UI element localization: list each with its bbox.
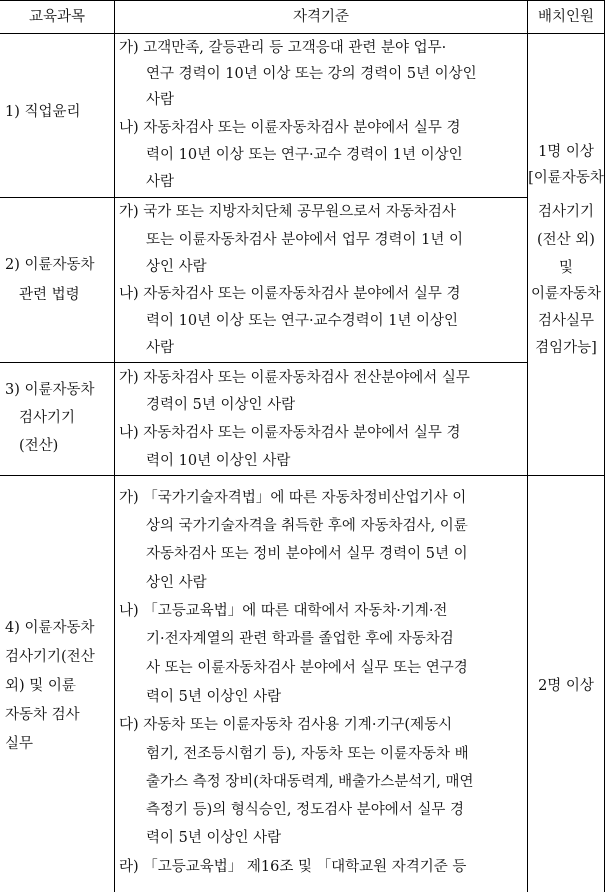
criteria-4-line-3: 자동차검사 또는 정비 분야에서 실무 경력이 5년 이 — [146, 546, 468, 562]
course-4-line-1: 4) 이륜자동차 — [5, 620, 95, 636]
row1-bottom-border — [0, 197, 527, 198]
course-2-line-2: 관련 법령 — [19, 287, 80, 303]
row2-bottom-border — [0, 362, 527, 363]
col1-right-border — [114, 0, 115, 892]
criteria-2-line-3: 상인 사람 — [146, 259, 207, 275]
course-4-line-5: 실무 — [5, 736, 34, 752]
staff-1-line-6: 이륜자동차 — [530, 286, 602, 302]
criteria-4-line-13: 력이 5년 이상인 사람 — [146, 830, 282, 846]
criteria-1-line-4: 나) 자동차검사 또는 이륜자동차검사 분야에서 실무 경 — [119, 120, 461, 136]
criteria-4-line-10: 험기, 전조등시험기 등), 자동차 또는 이륜자동차 배 — [146, 746, 469, 762]
staff-1-line-1: 1명 이상 — [538, 144, 594, 160]
staff-1-line-7: 검사실무 — [537, 313, 595, 329]
row3-bottom-border — [0, 475, 605, 476]
course-4-line-3: 외) 및 이륜 — [5, 678, 76, 694]
criteria-4-line-9: 다) 자동차 또는 이륜자동차 검사용 기계·기구(제동시 — [119, 717, 453, 733]
header-staff: 배치인원 — [537, 9, 595, 25]
header-criteria: 자격기준 — [292, 9, 350, 25]
criteria-3-line-4: 력이 10년 이상인 사람 — [146, 453, 291, 469]
header-course: 교육과목 — [28, 9, 86, 25]
criteria-1-line-3: 사람 — [146, 92, 175, 108]
criteria-4-line-11: 출가스 측정 장비(차대동력계, 배출가스분석기, 매연 — [146, 774, 474, 790]
criteria-4-line-5: 나) 「고등교육법」에 따른 대학에서 자동차·기계·전 — [119, 603, 448, 619]
criteria-2-line-4: 나) 자동차검사 또는 이륜자동차검사 분야에서 실무 경 — [119, 286, 461, 302]
criteria-1-line-1: 가) 고객만족, 갈등관리 등 고객응대 관련 분야 업무· — [119, 40, 447, 56]
col2-right-border — [527, 0, 528, 892]
staff-1-line-8: 겸임가능] — [535, 340, 597, 356]
criteria-3-line-1: 가) 자동차검사 또는 이륜자동차검사 전산분야에서 실무 — [119, 370, 470, 386]
criteria-4-line-7: 사 또는 이륜자동차검사 분야에서 실무 또는 연구경 — [146, 660, 468, 676]
staff-1-line-2: [이륜자동차 — [528, 170, 604, 186]
criteria-2-line-2: 또는 이륜자동차검사 분야에서 업무 경력이 1년 이 — [146, 232, 464, 248]
criteria-2-line-6: 사람 — [146, 340, 175, 356]
course-1-line-1: 1) 직업윤리 — [5, 104, 81, 120]
criteria-4-line-12: 측정기 등)의 형식승인, 정도검사 분야에서 실무 경 — [146, 802, 465, 818]
criteria-2-line-5: 력이 10년 이상 또는 연구·교수경력이 1년 이상인 — [146, 313, 459, 329]
course-3-line-1: 3) 이륜자동차 — [5, 382, 95, 398]
staff-1-line-4: (전산 외) — [537, 232, 595, 248]
criteria-1-line-2: 연구 경력이 10년 이상 또는 강의 경력이 5년 이상인 — [146, 66, 477, 82]
criteria-3-line-2: 경력이 5년 이상인 사람 — [146, 397, 296, 413]
course-4-line-2: 검사기기(전산 — [5, 649, 95, 665]
staff-1-line-3: 검사기기 — [537, 204, 595, 220]
criteria-1-line-5: 력이 10년 이상 또는 연구·교수 경력이 1년 이상인 — [146, 147, 463, 163]
staff-2-line-1: 2명 이상 — [538, 678, 594, 694]
staff-1-line-5: 및 — [558, 260, 573, 276]
criteria-4-line-2: 상의 국가기술자격을 취득한 후에 자동차검사, 이륜 — [146, 518, 468, 534]
course-3-line-2: 검사기기 — [19, 410, 76, 426]
criteria-4-line-1: 가) 「국가기술자격법」에 따른 자동차정비산업기사 이 — [119, 490, 467, 506]
criteria-4-line-8: 력이 5년 이상인 사람 — [146, 689, 282, 705]
criteria-2-line-1: 가) 국가 또는 지방자치단체 공무원으로서 자동차검사 — [119, 204, 456, 220]
criteria-4-line-6: 기·전자계열의 관련 학과를 졸업한 후에 자동차검 — [146, 631, 454, 647]
criteria-3-line-3: 나) 자동차검사 또는 이륜자동차검사 분야에서 실무 경 — [119, 425, 461, 441]
criteria-4-line-14: 라) 「고등교육법」 제16조 및 「대학교원 자격기준 등 — [119, 859, 467, 875]
course-3-line-3: (전산) — [19, 438, 59, 454]
criteria-4-line-4: 상인 사람 — [146, 575, 207, 591]
criteria-1-line-6: 사람 — [146, 174, 175, 190]
course-2-line-1: 2) 이륜자동차 — [5, 257, 95, 273]
course-4-line-4: 자동차 검사 — [5, 707, 80, 723]
